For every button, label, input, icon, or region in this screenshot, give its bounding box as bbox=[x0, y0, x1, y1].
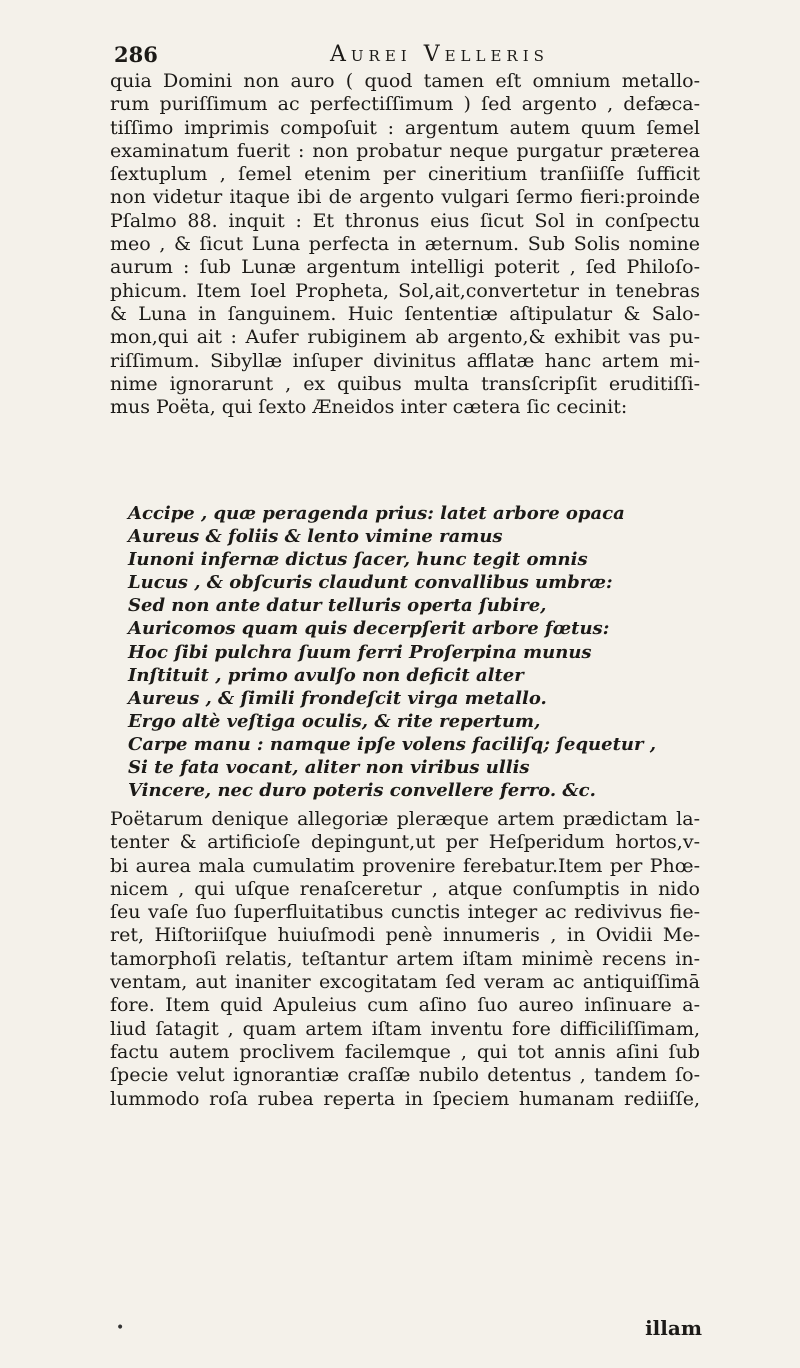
page-header bbox=[110, 40, 710, 70]
catchword: illam bbox=[645, 1316, 702, 1340]
verse-line: Sed non ante datur telluris operta ſubire, bbox=[128, 595, 547, 617]
text-line: lummodo roſa rubea reperta in ſpeciem humanam rediiſſe, bbox=[110, 1087, 700, 1110]
verse-quotation bbox=[128, 502, 708, 802]
text-line: ſpecie velut ignorantiæ craſſæ nubilo detentus , tandem ſo- bbox=[110, 1064, 700, 1087]
ink-blemish: • bbox=[116, 1320, 125, 1336]
text-line: ret, Hiſtoriiſque huiuſmodi penè innumeris , in Ovidii Me- bbox=[110, 924, 700, 947]
prose-paragraph-1 bbox=[110, 70, 700, 419]
text-line: ſeu vaſe ſuo ſuperfluitatibus cunctis integer ac redivivus fie- bbox=[110, 901, 700, 924]
running-title: Aurei Velleris bbox=[330, 42, 549, 67]
text-line: ventam, aut inaniter excogitatam ſed veram ac antiquiſſimā bbox=[110, 971, 700, 994]
verse-line: Si te fata vocant, aliter non viribus ullis bbox=[128, 757, 530, 779]
verse-line: Aureus , & ſimili frondeſcit virga metallo. bbox=[128, 687, 547, 709]
text-line: phicum. Item Ioel Propheta, Sol,ait,convertetur in tenebras bbox=[110, 279, 700, 302]
verse-line: Iunoni infernæ dictus ſacer, hunc tegit omnis bbox=[128, 549, 588, 571]
text-line: Pſalmo 88. inquit : Et thronus eius ſicut Sol in conſpectu bbox=[110, 209, 700, 232]
verse-line: Vincere, nec duro poteris convellere ferro. &c. bbox=[128, 780, 596, 802]
text-line: ſextuplum , ſemel etenim per cineritium tranſiiſſe ſufficit bbox=[110, 163, 700, 186]
text-line: non videtur itaque ibi de argento vulgari ſermo fieri:proinde bbox=[110, 186, 700, 209]
text-line: tamorphoſi relatis, teſtantur artem iſtam minimè recens in- bbox=[110, 947, 700, 970]
text-line: tiſſimo imprimis compoſuit : argentum autem quum ſemel bbox=[110, 116, 700, 139]
text-line: quia Domini non auro ( quod tamen eſt omnium metallo- bbox=[110, 70, 700, 92]
verse-line: Auricomos quam quis decerpſerit arbore fœtus: bbox=[128, 618, 610, 640]
text-line: mus Poëta, qui ſexto Æneidos inter cætera ſic cecinit: bbox=[110, 396, 628, 419]
verse-line: Accipe , quæ peragenda prius: latet arbore opaca bbox=[128, 503, 625, 524]
text-line: riſſimum. Sibyllæ inſuper divinitus afflatæ hanc artem mi- bbox=[110, 349, 700, 372]
text-line: nime ignorarunt , ex quibus multa transſcripſit eruditiſſi- bbox=[110, 372, 700, 395]
text-line: nicem , qui uſque renaſceretur , atque conſumptis in nido bbox=[110, 877, 700, 900]
verse-line: Lucus , & obſcuris claudunt convallibus umbræ: bbox=[128, 572, 613, 594]
prose-paragraph-2 bbox=[110, 808, 700, 1111]
verse-line: Ergo altè veſtiga oculis, & rite repertum, bbox=[128, 710, 541, 732]
text-line: factu autem proclivem facilemque , qui tot annis aſini ſub bbox=[110, 1040, 700, 1063]
verse-line: Carpe manu : namque ipſe volens faciliſq; ſequetur , bbox=[128, 733, 657, 755]
text-line: tenter & artificioſe depingunt,ut per Heſperidum hortos,v- bbox=[110, 831, 700, 854]
text-line: meo , & ſicut Luna perfecta in æternum. Sub Solis nomine bbox=[110, 233, 700, 256]
text-line: mon,qui ait : Aufer rubiginem ab argento,& exhibit vas pu- bbox=[110, 326, 700, 349]
text-line: bi aurea mala cumulatim provenire ferebatur.Item per Phœ- bbox=[110, 854, 700, 877]
text-line: rum puriſſimum ac perfectiſſimum ) ſed argento , defæca- bbox=[110, 93, 700, 116]
text-line: examinatum fuerit : non probatur neque purgatur præterea bbox=[110, 139, 700, 162]
verse-line: Inſtituit , primo avulſo non deficit alter bbox=[128, 664, 524, 686]
text-line: Poëtarum denique allegoriæ pleræque artem prædictam la- bbox=[110, 808, 700, 830]
page-number: 286 bbox=[114, 42, 158, 67]
text-line: fore. Item quid Apuleius cum aſino ſuo aureo inſinuare a- bbox=[110, 994, 700, 1017]
text-line: liud ſatagit , quam artem iſtam inventu fore difficiliſſimam, bbox=[110, 1017, 700, 1040]
text-line: aurum : ſub Lunæ argentum intelligi poterit , ſed Philoſo- bbox=[110, 256, 700, 279]
verse-line: Aureus & foliis & lento vimine ramus bbox=[128, 526, 503, 548]
text-line: & Luna in ſanguinem. Huic ſententiæ aſtipulatur & Salo- bbox=[110, 302, 700, 325]
verse-line: Hoc ſibi pulchra ſuum ferri Proſerpina munus bbox=[128, 641, 592, 663]
